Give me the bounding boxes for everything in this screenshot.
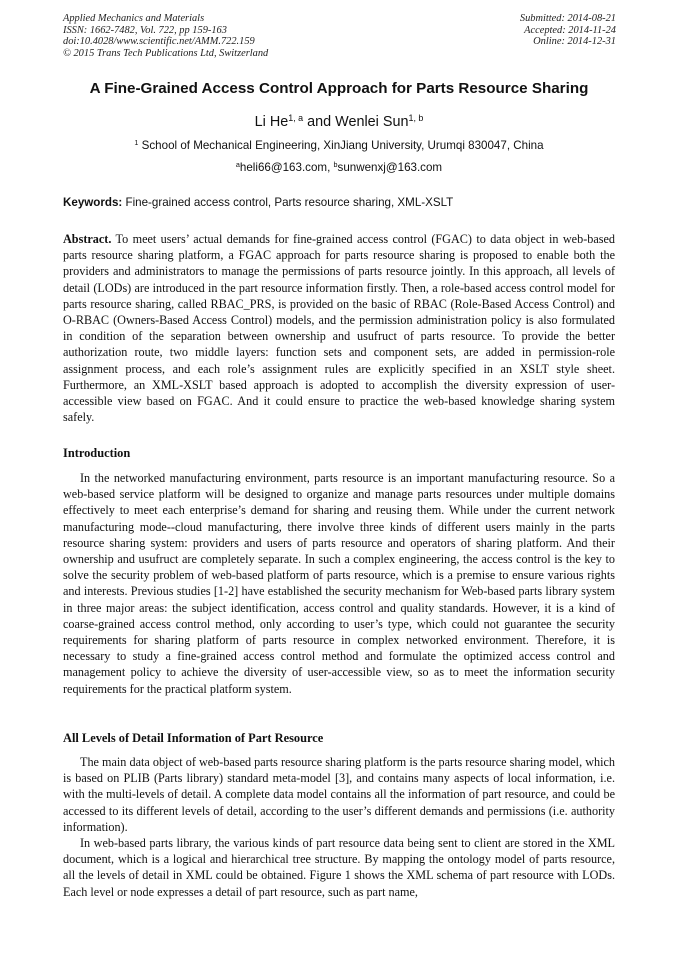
keywords xyxy=(63,196,615,209)
keywords-text: Fine-grained access control, Parts resource sharing, XML-XSLT xyxy=(122,196,454,209)
section-heading-introduction: Introduction xyxy=(63,446,131,460)
abstract xyxy=(63,231,615,425)
email-b[interactable]: sunwenxj@163.com xyxy=(337,161,443,174)
lod-paragraph-2: In web-based parts library, the various kinds of part resource data being sent to client are stored in the XML document, which is a logical and hierarchical tree structure. By mapping the ontology model of parts resource, all the levels of detail in XML could be obtained. Figure 1 shows the XML schema of part resource with LODs. Each level or node expresses a detail of part resource, such as part name, xyxy=(63,836,615,899)
lod-body xyxy=(63,754,615,900)
copyright-line: © 2015 Trans Tech Publications Ltd, Switzerland xyxy=(63,47,269,59)
introduction-body xyxy=(63,470,615,697)
author-conjunction: and xyxy=(303,114,336,130)
publication-dates xyxy=(520,13,616,48)
keywords-label: Keywords: xyxy=(63,196,123,209)
author-emails xyxy=(0,161,678,174)
submitted-date: Submitted: 2014-08-21 xyxy=(519,13,616,24)
section-heading-lod: All Levels of Detail Information of Part Resource xyxy=(63,731,324,745)
introduction-paragraph: In the networked manufacturing environment, parts resource is an important manufacturing resource. So a web-based service platform will be designed to organize and manage parts resources under multiple domains effectively to meet each enterprise’s demand for sharing and reusing them. While under the current network manufacturing mode--cloud manufacturing, there involve three kinds of different users mainly in the parts resource sharing system: providers and users of parts resource and operators of sharing platform. And their ownership and usufruct are completely separate. In such a complex engineering, the access control is the key to solve the security problem of web-based platform of parts resource, which is a premise to ensure various rights and interests. Previous studies [1-2] have established the security mechanism for Web-based parts library system in three major areas: the subject identification, access control and quality standards. However, it is a kind of coarse-grained access control method, only according to user’s type, which could not guarantee the security requirements for sharing platform of parts resource in complex networked environment. Therefore, it is necessary to study a fine-grained access control method and formulate the optimized access control and management policy to achieve the diversity of user-accessible view, so as to meet the information security requirements for the practical platform system. xyxy=(63,471,615,696)
journal-name: Applied Mechanics and Materials xyxy=(63,13,205,24)
journal-info xyxy=(63,13,268,59)
author-line xyxy=(0,114,678,130)
online-date: Online: 2014-12-31 xyxy=(533,36,616,48)
email-b-mark: b xyxy=(333,159,338,169)
author-1: Li He xyxy=(254,114,289,130)
abstract-label: Abstract. xyxy=(63,232,112,246)
email-a[interactable]: heli66@163.com, xyxy=(239,161,334,174)
lod-paragraph-1: The main data object of web-based parts resource sharing platform is the parts resource sharing model, which is based on PLIB (Parts library) standard meta-model [3], and contains many aspects of local information, i.e. with the multi-levels of detail. A complete data model contains all the information of part resource, and could be accessed to its different levels of detail, according to the user’s different demands and permissions (i.e. authority information). xyxy=(63,755,615,834)
email-a-mark: a xyxy=(235,159,240,169)
paper-title: A Fine-Grained Access Control Approach for Parts Resource Sharing xyxy=(89,80,589,97)
author-2: Wenlei Sun xyxy=(335,114,409,130)
doi-line[interactable]: doi:10.4028/www.scientific.net/AMM.722.159 xyxy=(63,36,255,48)
affiliation xyxy=(0,139,678,152)
issn-line: ISSN: 1662-7482, Vol. 722, pp 159-163 xyxy=(63,24,227,36)
abstract-text: To meet users’ actual demands for fine-grained access control (FGAC) to data object in web-based parts resource sharing platform, a FGAC approach for parts resource sharing is proposed to enable both the providers and administrators to manage the permissions of parts resource jointly. In this approach, all levels of detail (LODs) are introduced in the part resource information firstly. Then, a role-based access control model for parts resource sharing, called RBAC_PRS, is provided on the basic of RBAC (Role-Based Access Control) and O-RBAC (Owners-Based Access Control) models, and the permission administration policy is also formulated in condition of the separation between ownership and usufruct of parts resource. To provide the better authorization route, two middle layers: function sets and component sets, are added in permission-role assignment process, and each role’s assignment rules are explicitly specified in an XSLT style sheet. Furthermore, an XML-XSLT based approach is adopted to accomplish the diversity expression of user-accessible view based on FGAC. And it could ensure to practice the web-based knowledge sharing system safely. xyxy=(63,232,615,425)
accepted-date: Accepted: 2014-11-24 xyxy=(524,24,616,36)
affiliation-mark: 1 xyxy=(134,137,139,147)
author-1-affil-mark: 1, a xyxy=(288,112,304,123)
author-2-affil-mark: 1, b xyxy=(408,112,424,123)
affiliation-text: School of Mechanical Engineering, XinJiang University, Urumqi 830047, China xyxy=(138,139,544,152)
